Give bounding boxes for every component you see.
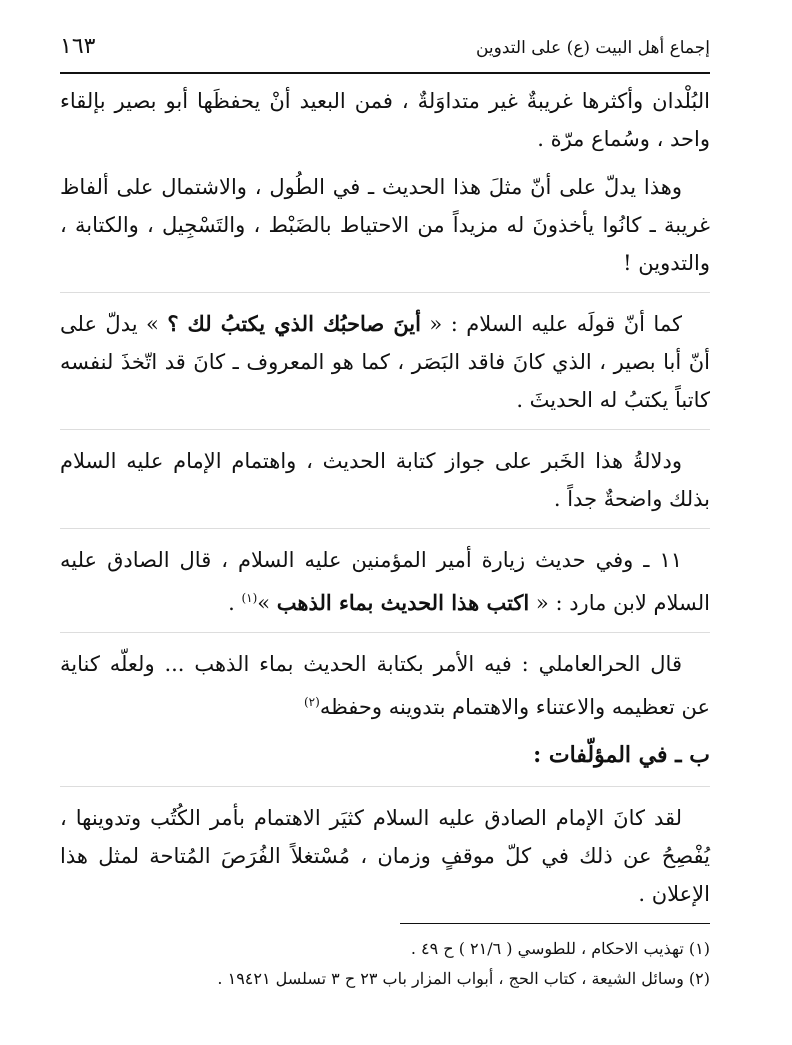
header-title: إجماع أهل البيت (ع) على التدوين [475,38,710,58]
page [60,28,710,1018]
paragraph-2: وهذا يدلّ على أنّ مثلَ هذا الحديث ـ في الطُول ، والاشتمال على ألفاظ غريبة ـ كانُوا يأخذونَ له مزيداً من الاحتياط بالضَبْط ، والتَسْجِيل ، والكتابة ، والتدوين ! [60,175,710,275]
section-heading: ب ـ في المؤلّفات : [533,742,710,768]
paragraph-5-before: ١١ ـ وفي حديث زيارة أمير المؤمنين عليه السلام ، قال الصادق عليه السلام لابن مارد : « [60,548,710,615]
footnote-ref-2: (٢) [303,695,320,709]
paragraph-6-text: قال الحرالعاملي : فيه الأمر بكتابة الحديث بماء الذهب ... ولعلّه كناية عن تعظيمه والاعتناء والاهتمام بتدوينه وحفظه [60,652,710,719]
paragraph-5-after: » [257,591,277,615]
divider [60,292,710,293]
footnote-rule [400,923,710,924]
quote-sahibuk: أينَ صاحبُك الذي يكتبُ لك ؟ [167,311,421,336]
paragraph-5-end: . [228,591,242,615]
footnote-1: (١) تهذيب الاحكام ، للطوسي ( ٢١/٦ ) ح ٤٩ . [410,939,710,958]
footnote-ref-1: (١) [241,591,258,605]
divider [60,786,710,787]
footnote-2: (٢) وسائل الشيعة ، كتاب الحج ، أبواب المزار باب ٢٣ ح ٣ تسلسل ١٩٤٢١ . [217,969,710,988]
divider [60,528,710,529]
paragraph-4: ودلالةُ هذا الخَبر على جواز كتابة الحديث ، واهتمام الإمام عليه السلام بذلك واضحةٌ جداً . [60,449,710,511]
page-number: ١٦٣ [60,34,96,59]
paragraph-7: لقد كانَ الإمام الصادق عليه السلام كثيَر الاهتمام بأمر الكُتُب وتدوينها ، يُفْصِحُ عن ذلك في كلّ موقفٍ وزمان ، مُسْتغلاً الفُرَصَ المُتاحة لمثل هذا الإعلان . [60,806,710,906]
paragraph-3 [60,305,710,419]
running-header [60,28,710,74]
divider [60,632,710,633]
divider [60,429,710,430]
paragraph-5 [60,541,710,622]
quote-uktub: اكتب هذا الحديث بماء الذهب [276,590,530,615]
paragraph-1: البُلْدان وأكثرها غريبةٌ غير متداوَلةٌ ، فمن البعيد أنْ يحفظَها أبو بصير بإلقاء واحد ، وسُماع مرّة . [60,89,710,151]
paragraph-3-before: كما أنّ قولَه عليه السلام : « [420,312,682,336]
paragraph-3-after: » يدلّ على أنّ أبا بصير ، الذي كانَ فاقد البَصَر ، كما هو المعروف ـ كانَ قد اتّخذَ لنفسه كاتباً يكتبُ له الحديثَ . [60,312,710,412]
paragraph-6 [60,645,710,726]
page-body [60,74,710,994]
